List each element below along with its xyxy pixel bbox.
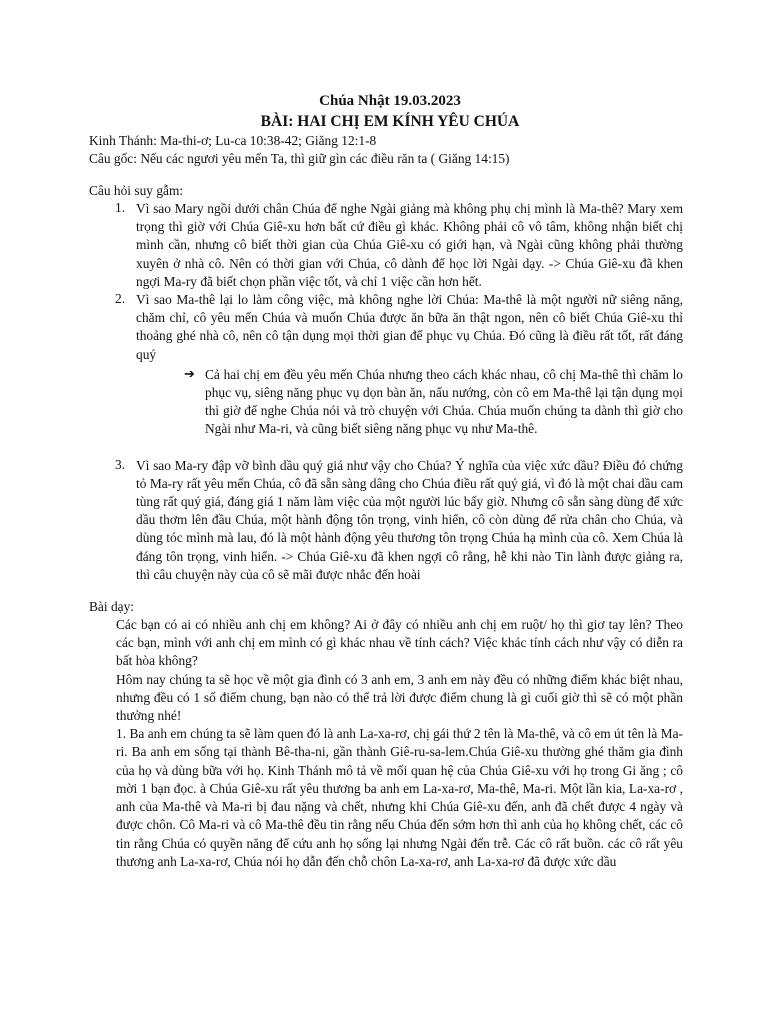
question-number: 3. [115,456,126,472]
arrow-bullet-icon: ➔ [184,365,195,381]
question-item [89,457,683,584]
question-text: Vì sao Mary ngồi dưới chân Chúa để nghe Ngài giảng mà không phụ chị mình là Ma-thê? Mary xem trọng thì giờ với Chúa Giê-xu hơn bất cứ điều gì khác. Không phải cô vô tâm, không nhận biết chị mình cần, nhưng cô biết thời gian của Chúa Giê-xu có giới hạn, và Ngài cũng không phải thường xuyên ở nhà cô. Nên có thời gian với Chúa, cô dành để học lời Ngài dạy. -> Chúa Giê-xu đã khen ngợi Ma-ry đã biết chọn phần việc tốt, và chỉ 1 việc cần hơn hết. [136,201,683,289]
key-verse: Câu gốc: Nếu các ngươi yêu mến Ta, thì giữ gìn các điều răn ta ( Giăng 14:15) [89,151,510,166]
scripture-reference: Kinh Thánh: Ma-thi-ơ; Lu-ca 10:38-42; Giăng 12:1-8 [89,133,377,148]
question-text: Vì sao Ma-thê lại lo làm công việc, mà không nghe lời Chúa: Ma-thê là một người nữ siêng năng, chăm chỉ, cô yêu mến Chúa và muốn Chúa được ăn bữa ăn thật ngon, nên cô biết Chúa Giê-xu thỉ thoảng ghé nhà cô, nên cô tận dụng mọi thời gian để phục vụ Chúa. Đó cũng là điều rất tốt, rất đáng quý [136,292,683,362]
lesson-paragraph: Hôm nay chúng ta sẽ học về một gia đình có 3 anh em, 3 anh em này đều có những điểm khác biệt nhau, nhưng đều có 1 số điểm chung, bạn nào có thể trả lời được điểm chung là gì cuối giờ thì sẽ có một phần thưởng nhé! [116,671,683,724]
conclusion-point [136,366,683,439]
lesson-heading: Bài dạy: [89,599,134,615]
question-item [89,291,683,439]
question-number: 2. [115,291,126,307]
lesson-paragraph: Các bạn có ai có nhiều anh chị em không? Ai ở đây có nhiều anh chị em ruột/ họ thì giơ tay lên? Theo các bạn, mình với anh chị em mình có gì khác nhau về tính cách? Việc khác tính cách như vậy có diễn ra bất hòa không? [116,617,683,669]
conclusion-text: Cả hai chị em đều yêu mến Chúa nhưng theo cách khác nhau, cô chị Ma-thê thì chăm lo phục vụ, siêng năng phục vụ dọn bàn ăn, nấu nướng, còn cô em Ma-thê lại tận dụng mọi thì giờ để nghe Chúa nói và trò chuyện với Chúa. Chúa muốn chúng ta dành thì giờ cho Ngài như Ma-ri, và cũng biết siêng năng phục vụ như Ma-thê. [205,366,683,437]
lesson-title: BÀI: HAI CHỊ EM KÍNH YÊU CHÚA [260,113,520,130]
question-number: 1. [115,200,126,215]
question-text: Vì sao Ma-ry đập vỡ bình dầu quý giá như vậy cho Chúa? Ý nghĩa của việc xức dầu? Điều đó chứng tỏ Ma-ry rất yêu mến Chúa, cô đã sẵn sàng dâng cho Chúa điều rất quý giá, vì đó là một chai dầu cam tùng rất quý giá, đáng giá 1 năm làm việc của một người lúc bấy giờ. Nhưng cô sẵn sàng dùng để xức dầu thơm lên đầu Chúa, một hành động tôn trọng, vinh hiển, cô còn dùng để rửa chân cho Chúa, và dùng tóc mình mà lau, đó là một hành động yêu thương tôn trọng Chúa hạ mình của cô. Xem Chúa là đáng tôn trọng, vinh hiển. -> Chúa Giê-xu đã khen ngợi cô rằng, hễ khi nào Tin lành được giảng ra, thì câu chuyện này của cô sẽ mãi được nhắc đến hoài [136,457,683,582]
date-title: Chúa Nhật 19.03.2023 [319,93,461,109]
lesson-body [89,616,683,871]
question-item [89,200,683,291]
questions-heading: Câu hỏi suy gẫm: [89,183,184,198]
questions-list [89,200,683,584]
lesson-paragraph: 1. Ba anh em chúng ta sẽ làm quen đó là anh La-xa-rơ, chị gái thứ 2 tên là Ma-thê, và cô em út tên là Ma-ri. Ba anh em sống tại thành Bê-tha-ni, gần thành Giê-ru-sa-lem.Chúa Giê-xu thường ghé thăm gia đình của họ và dùng bữa với họ. Kinh Thánh mô tả về mối quan hệ của Chúa Giê-xu với họ trong Gi ăng ; cô mời 1 bạn đọc. à Chúa Giê-xu rất yêu thương ba anh em La-xa-rơ, Ma-thê, Ma-ri. Một lần kia, La-xa-rơ , anh của Ma-thê và Ma-ri bị đau nặng và chết, nhưng khi Chúa Giê-xu đến, anh đã chết được 4 ngày và được chôn. Cô Ma-ri và cô Ma-thê đều tin rằng nếu Chúa đến sớm hơn thì anh của họ không chết, các cô tin rằng Chúa có quyền năng để cứu anh họ sống lại nhưng Ngài đến trễ. Các cô rất buồn. các cô rất yêu thương anh La-xa-rơ, Chúa nói họ dẫn đến chỗ chôn La-xa-rơ, anh La-xa-rơ đã được xức dầu [116,726,683,869]
